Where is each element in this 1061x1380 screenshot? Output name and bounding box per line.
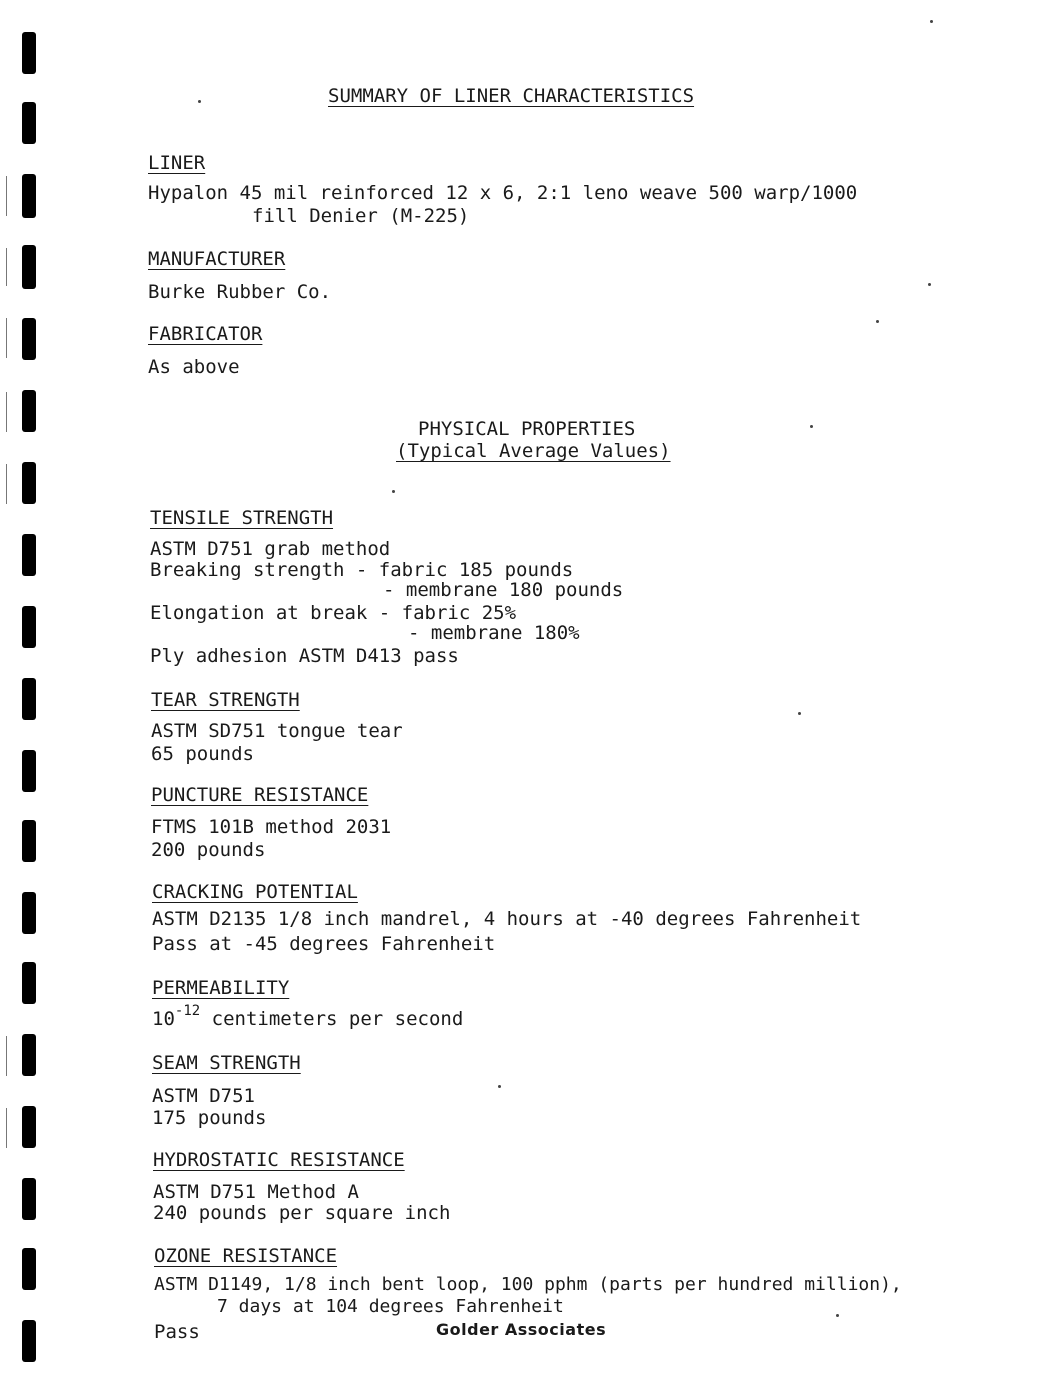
tensile-line-3: - membrane 180 pounds — [383, 579, 624, 601]
ozone-line-2: 7 days at 104 degrees Fahrenheit — [217, 1296, 564, 1317]
tensile-line-4: Elongation at break - fabric 25% — [150, 602, 517, 624]
physical-properties-subtitle: (Typical Average Values) — [396, 440, 671, 462]
seam-line-1: ASTM D751 — [152, 1085, 255, 1107]
ozone-heading: OZONE RESISTANCE — [154, 1245, 338, 1267]
tensile-heading: TENSILE STRENGTH — [150, 507, 334, 529]
puncture-line-1: FTMS 101B method 2031 — [151, 816, 392, 838]
puncture-line-2: 200 pounds — [151, 839, 266, 861]
cracking-line-1: ASTM D2135 1/8 inch mandrel, 4 hours at -40 degrees Fahrenheit — [152, 908, 862, 930]
hydrostatic-line-1: ASTM D751 Method A — [153, 1181, 359, 1203]
tensile-line-5: - membrane 180% — [408, 622, 580, 644]
ozone-line-3: Pass — [154, 1321, 200, 1343]
document-title: SUMMARY OF LINER CHARACTERISTICS — [328, 85, 695, 107]
tear-line-2: 65 pounds — [151, 743, 254, 765]
tear-line-1: ASTM SD751 tongue tear — [151, 720, 403, 742]
fabricator-value: As above — [148, 356, 240, 378]
permeability-unit: centimeters per second — [200, 1008, 464, 1030]
fabricator-heading: FABRICATOR — [148, 323, 263, 345]
footer-company: Golder Associates — [436, 1320, 607, 1339]
ozone-line-1: ASTM D1149, 1/8 inch bent loop, 100 pphm (parts per hundred million), — [154, 1274, 902, 1295]
hydrostatic-heading: HYDROSTATIC RESISTANCE — [153, 1149, 405, 1171]
permeability-heading: PERMEABILITY — [152, 977, 290, 999]
cracking-heading: CRACKING POTENTIAL — [152, 881, 358, 903]
manufacturer-heading: MANUFACTURER — [148, 248, 286, 270]
liner-line-1: Hypalon 45 mil reinforced 12 x 6, 2:1 leno weave 500 warp/1000 — [148, 182, 858, 204]
cracking-line-2: Pass at -45 degrees Fahrenheit — [152, 933, 496, 955]
tensile-line-6: Ply adhesion ASTM D413 pass — [150, 645, 459, 667]
physical-properties-title: PHYSICAL PROPERTIES — [418, 418, 636, 440]
permeability-exponent: -12 — [174, 1003, 201, 1019]
tear-heading: TEAR STRENGTH — [151, 689, 300, 711]
seam-heading: SEAM STRENGTH — [152, 1052, 301, 1074]
seam-line-2: 175 pounds — [152, 1107, 267, 1129]
manufacturer-value: Burke Rubber Co. — [148, 281, 332, 303]
puncture-heading: PUNCTURE RESISTANCE — [151, 784, 369, 806]
tensile-line-1: ASTM D751 grab method — [150, 538, 391, 560]
liner-heading: LINER — [148, 152, 206, 174]
liner-line-2: fill Denier (M-225) — [252, 205, 470, 227]
hydrostatic-line-2: 240 pounds per square inch — [153, 1202, 451, 1224]
permeability-value — [152, 1003, 464, 1030]
tensile-line-2: Breaking strength - fabric 185 pounds — [150, 559, 574, 581]
permeability-base: 10 — [152, 1008, 175, 1030]
